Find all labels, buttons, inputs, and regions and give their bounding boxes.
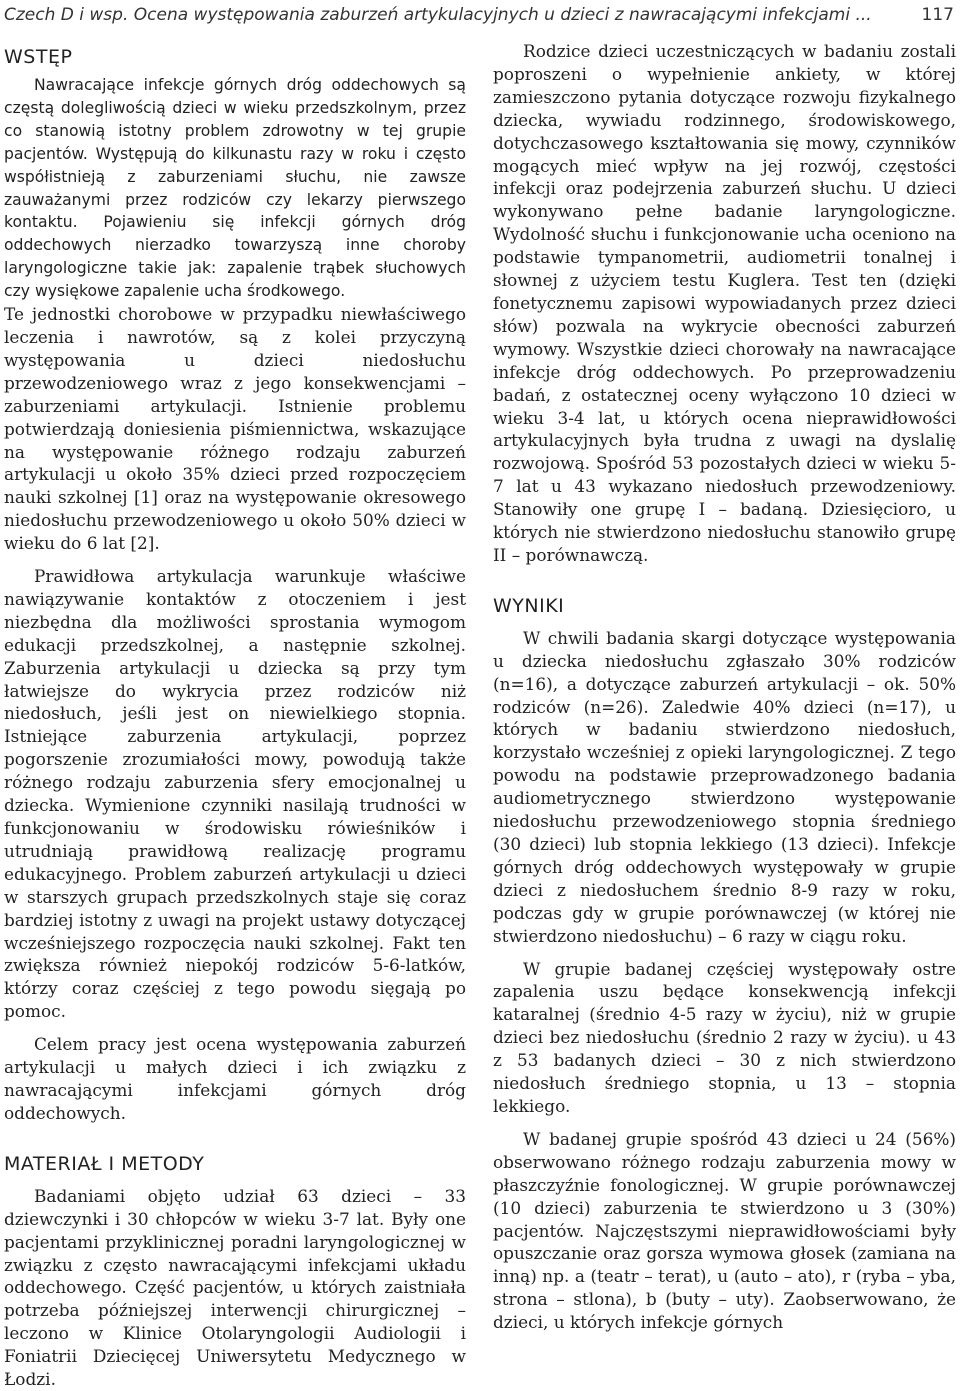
running-title: Czech D i wsp. Ocena występowania zaburzeń artykulacyjnych u dzieci z nawracającymi infekcjami ... [4, 5, 872, 25]
running-header [4, 0, 956, 30]
section-heading-intro: WSTĘP [4, 46, 73, 68]
body-paragraph-3: Celem pracy jest ocena występowania zaburzeń artykulacji u małych dzieci i ich związku z nawracającymi infekcjami górnych dróg oddechowych. [4, 1034, 466, 1123]
section-heading-methods: MATERIAŁ I METODY [4, 1152, 205, 1175]
results-paragraph-1: W chwili badania skargi dotyczące występowania u dziecka niedosłuchu zgłaszało 30% rodziców (n=16), a dotyczące zaburzeń artykulacji – ok. 50% rodziców (n=26). Zaledwie 40% dzieci (n=17), u których w badaniu stwierdzono niedosłuch, korzystało wcześniej z opieki laryngologicznej. Z tego powodu na podstawie przeprowadzonego badania audiometrycznego stwierdzono występowanie niedosłuchu przewodzeniowego stopnia średniego (30 dzieci) lub stopnia lekkiego (13 dzieci). Infekcje górnych dróg oddechowych występowały w grupie dzieci z niedosłuchem średnio 8-9 razy w roku, podczas gdy w grupie porównawczej (w której nie stwierdzono niedosłuchu) – 6 razy w ciągu roku. [493, 627, 956, 946]
right-column [493, 40, 956, 1334]
page-number: 117 [921, 5, 954, 25]
body-paragraph-2: Prawidłowa artykulacja warunkuje właściwe nawiązywanie kontaktów z otoczeniem i jest niezbędna dla możliwości sprostania wymogom edukacji przedszkolnej, a następnie szkolnej. Zaburzenia artykulacji u dziecka są przy tym łatwiejsze do wykrycia przez rodziców niż niedosłuch, jeśli jest on niewielkiego stopnia. Istniejące zaburzenia artykulacji, poprzez pogorszenie zrozumiałości mowy, powodują także różnego rodzaju zaburzenia sfery emocjonalnej u dziecka. Wymienione czynniki nasilają trudności w funkcjonowaniu w środowisku rówieśników i utrudniają prawidłową realizację programu edukacyjnego. Problem zaburzeń artykulacji u dzieci w starszych grupach przedszkolnych staje się coraz bardziej istotny z uwagi na projekt ustawy dotyczącej wcześniejszego rozpoczęcia nauki szkolnej. Fakt ten zwiększa również niepokój rodziców 5-6-latków, którzy coraz częściej z tego powodu sięgają po pomoc. [4, 566, 466, 1022]
intro-paragraph-serif: Te jednostki chorobowe w przypadku niewłaściwego leczenia i nawrotów, są z kolei przyczyną występowania u dzieci niedosłuchu przewodzeniowego wraz z jego konsekwencjami – zaburzeniami artykulacji. Istnienie problemu potwierdzają doniesienia piśmiennictwa, wskazujące na występowanie różnego rodzaju zaburzeń artykulacji u około 35% dzieci przed rozpoczęciem nauki szkolnej [1] oraz na występowanie okresowego niedosłuchu przewodzeniowego u około 50% dzieci w wieku do 6 lat [2]. [4, 304, 466, 554]
results-paragraph-2: W grupie badanej częściej występowały ostre zapalenia uszu będące konsekwencją infekcji kataralnej (średnio 4-5 razy w życiu), niż w grupie dzieci bez niedosłuchu (średnio 2 razy w życiu). u 43 z 53 badanych dzieci – 30 z nich stwierdzono niedosłuch średniego stopnia, u 13 – stopnia lekkiego. [493, 958, 956, 1116]
section-heading-results: WYNIKI [493, 594, 565, 617]
methods-paragraph: Badaniami objęto udział 63 dzieci – 33 dziewczynki i 30 chłopców w wieku 3-7 lat. Były one pacjentami przyklinicznej poradni laryngologicznej w związku z często nawracającymi infekcjami układu oddechowego. Część pacjentów, u których zaistniała potrzeba późniejszej interwencji chirurgicznej – leczono w Klinice Otolaryngologii Audiologii i Foniatrii Dziecięcej Uniwersytetu Medycznego w Łodzi. [4, 1185, 466, 1390]
results-paragraph-3: W badanej grupie spośród 43 dzieci u 24 (56%) obserwowano różnego rodzaju zaburzenia mowy w płaszczyźnie fonologicznej. W grupie porównawczej (10 dzieci) zaburzenia te stwierdzono u 3 (30%) pacjentów. Najczęstszymi nieprawidłowościami były opuszczanie oraz gorsza wymowa głosek (zamiana na inną) np. a (teatr – terat), u (auto – ato), r (ryba – yba, strona – stlona), b (buty – uty). Zaobserwowano, że dzieci, u których infekcje górnych [493, 1128, 956, 1333]
intro-paragraph-sans: Nawracające infekcje górnych dróg oddechowych są częstą dolegliwością dzieci w wieku przedszkolnym, przez co stanowią istotny problem zdrowotny w tej grupie pacjentów. Występują do kilkunastu razy w roku i często współistnieją z zaburzeniami słuchu, nie zawsze zauważanymi przez rodziców czy lekarzy pierwszego kontaktu. Pojawieniu się infekcji górnych dróg oddechowych nierzadko towarzyszą inne choroby laryngologiczne takie jak: zapalenie trąbek słuchowych czy wysiękowe zapalenie ucha środkowego. [4, 76, 466, 301]
methods-continued-paragraph: Rodzice dzieci uczestniczących w badaniu zostali poproszeni o wypełnienie ankiety, w której zamieszczono pytania dotyczące rozwoju fizykalnego dziecka, wywiadu rodzinnego, środowiskowego, dotychczasowego kształtowania się mowy, czynników mogących mieć wpływ na jej rozwój, częstości infekcji oraz podejrzenia zaburzeń słuchu. U dzieci wykonywano pełne badanie laryngologiczne. Wydolność słuchu i funkcjonowanie ucha oceniono na podstawie tympanometrii, audiometrii tonalnej i słownej z użyciem testu Kuglera. Test ten (dzięki fonetycznemu zapisowi wypowiadanych przez dzieci słów) pozwala na wykrycie obecności zaburzeń wymowy. Wszystkie dzieci chorowały na nawracające infekcje dróg oddechowych. Po przeprowadzeniu badań, z ostatecznej oceny wyłączono 10 dzieci w wieku 3-4 lat, u których ocena nieprawidłowości artykulacyjnych była trudna z uwagi na dyslalię rozwojową. Spośród 53 pozostałych dzieci w wieku 5-7 lat u 43 wykazano niedosłuch przewodzeniowy. Stanowiły one grupę I – badaną. Dziesięcioro, u których nie stwierdzono niedosłuchu stanowiło grupę II – porównawczą. [493, 41, 956, 565]
left-column [4, 44, 466, 1391]
